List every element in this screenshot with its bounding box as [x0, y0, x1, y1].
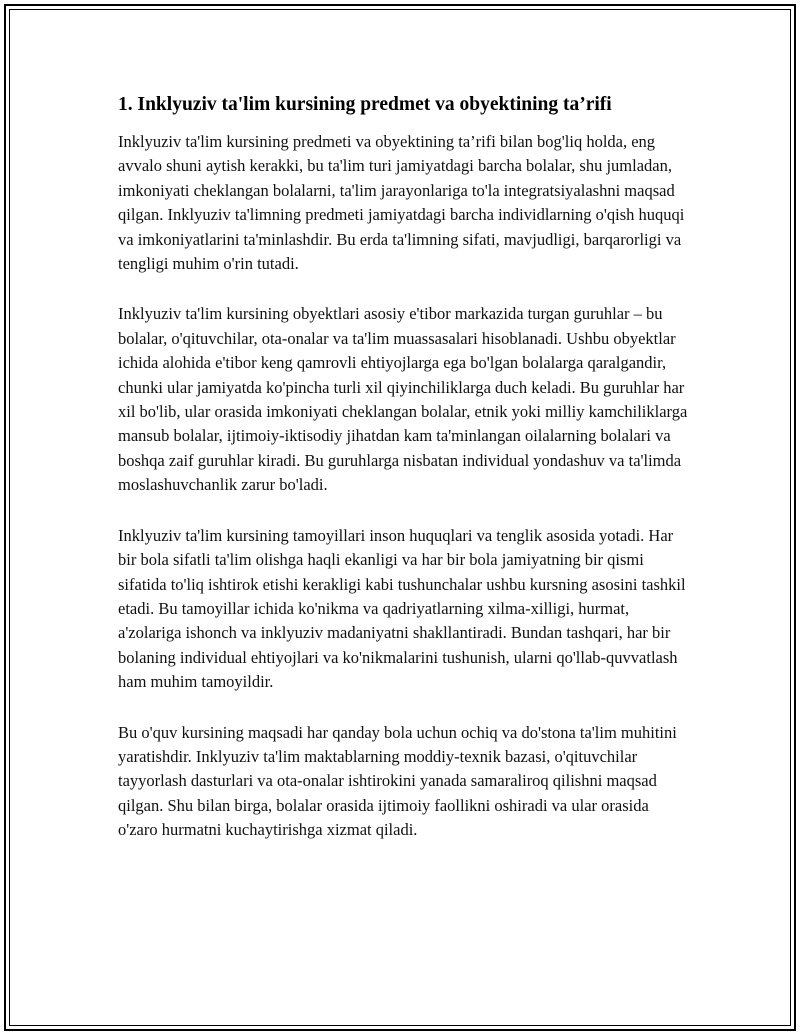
paragraph-course-objects: Inklyuziv ta'lim kursining obyektlari asosiy e'tibor markazida turgan guruhlar – bu bolalar, o'qituvchilar, ota-onalar va ta'lim muassasalari hisoblanadi. Ushbu obyektlar ichida alohida e'tibor keng qamrovli ehtiyojlarga ega bo'lgan bolalarga qaralgandir, chunki ular jamiyatda ko'pincha turli xil qiyinchiliklarga duch keladi. Bu guruhlar har xil bo'lib, ular orasida imkoniyati cheklangan bolalar, etnik yoki milliy kamchiliklarga mansub bolalar, ijtimoiy-iktisodiy jihatdan kam ta'minlangan oilalarning bolalari va boshqa zaif guruhlar kiradi. Bu guruhlarga nisbatan individual yondashuv va ta'limda moslashuvchanlik zarur bo'ladi.: [118, 304, 688, 495]
section-heading: 1. Inklyuziv ta'lim kursining predmet va obyektining ta’rifi: [118, 94, 612, 115]
paragraph-course-goal: Bu o'quv kursining maqsadi har qanday bola uchun ochiq va do'stona ta'lim muhitini yaratishdir. Inklyuziv ta'lim maktablarning moddiy-texnik bazasi, o'qituvchilar tayyorlash dasturlari va ota-onalar ishtirokini yanada samaraliroq qilishni maqsad qilgan. Shu bilan birga, bolalar orasida ijtimoiy faollikni oshiradi va ular orasida o'zaro hurmatni kuchaytirishga xizmat qiladi.: [118, 722, 677, 840]
paragraph-course-principles: Inklyuziv ta'lim kursining tamoyillari inson huquqlari va tenglik asosida yotadi. Har bir bola sifatli ta'lim olishga haqli ekanligi va har bir bola jamiyatning bir qismi sifatida to'liq ishtirok etishi kerakligi kabi tushunchalar ushbu kursning asosini tashkil etadi. Bu tamoyillar ichida ko'nikma va qadriyatlarning xilma-xilligi, hurmat, a'zolariga ishonch va inklyuziv madaniyatni shakllantiradi. Bundan tashqari, har bir bolaning individual ehtiyojlari va ko'nikmalarini tushunish, ularni qo'llab-quvvatlash ham muhim tamoyildir.: [118, 525, 686, 692]
document-body: [118, 92, 692, 869]
paragraph-subject-and-object: Inklyuziv ta'lim kursining predmeti va obyektining ta’rifi bilan bog'liq holda, eng avvalo shuni aytish kerakki, bu ta'lim turi jamiyatdagi barcha bolalar, shu jumladan, imkoniyati cheklangan bolalarni, ta'lim jarayonlariga to'la integratsiyalashni maqsad qilgan. Inklyuziv ta'limning predmeti jamiyatdagi barcha individlarning o'qish huquqi va imkoniyatlarini ta'minlashdir. Bu erda ta'limning sifati, mavjudligi, barqarorligi va tengligi muhim o'rin tutadi.: [118, 132, 685, 274]
